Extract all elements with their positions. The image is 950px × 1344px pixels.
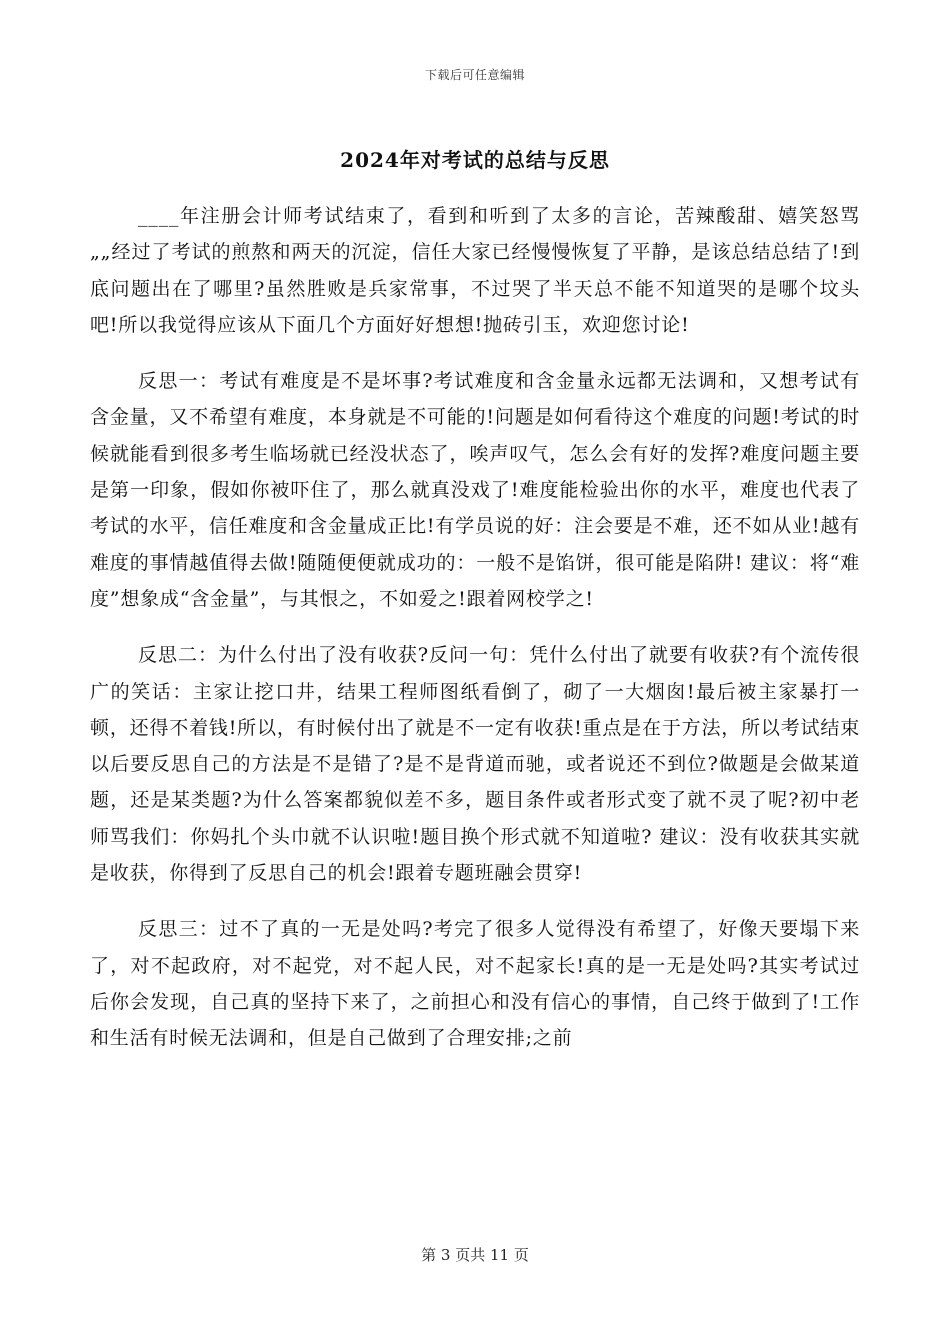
- paragraph-intro: ____年注册会计师考试结束了，看到和听到了太多的言论，苦辣酸甜、嬉笑怒骂„„经过了考试的煎熬和两天的沉淀，信任大家已经慢慢恢复了平静，是该总结总结了!到底问题出在了哪里?虽然胜败是兵家常事，不过哭了半天总不能不知道哭的是哪个坟头吧!所以我觉得应该从下面几个方面好好想想!抛砖引玉，欢迎您讨论!: [90, 205, 860, 336]
- header-note: 下载后可任意编辑: [424, 68, 525, 82]
- paragraph-reflection-1: 反思一：考试有难度是不是坏事?考试难度和含金量永远都无法调和，又想考试有含金量，又不希望有难度，本身就是不可能的!问题是如何看待这个难度的问题!考试的时候就能看到很多考生临场就已经没状态了，唉声叹气，怎么会有好的发挥?难度问题主要是第一印象，假如你被吓住了，那么就真没戏了!难度能检验出你的水平，难度也代表了考试的水平，信任难度和含金量成正比!有学员说的好：注会要是不难，还不如从业!越有难度的事情越值得去做!随随便便就成功的：一般不是馅饼，很可能是陷阱! 建议：将“难度”想象成“含金量”，与其恨之，不如爱之!跟着网校学之!: [90, 370, 860, 610]
- paragraph-reflection-3: 反思三：过不了真的一无是处吗?考完了很多人觉得没有希望了，好像天要塌下来了，对不起政府，对不起党，对不起人民，对不起家长!真的是一无是处吗?其实考试过后你会发现，自己真的坚持下来了，之前担心和没有信心的事情，自己终于做到了!工作和生活有时候无法调和，但是自己做到了合理安排;之前: [90, 918, 860, 1050]
- page-number: 第 3 页共 11 页: [421, 1246, 529, 1264]
- paragraph-reflection-2: 反思二：为什么付出了没有收获?反问一句：凭什么付出了就要有收获?有个流传很广的笑话：主家让挖口井，结果工程师图纸看倒了，砌了一大烟囱!最后被主家暴打一顿，还得不着钱!所以，有时候付出了就是不一定有收获!重点是在于方法，所以考试结束以后要反思自己的方法是不是错了?是不是背道而驰，或者说还不到位?做题是会做某道题，还是某类题?为什么答案都貌似差不多，题目条件或者形式变了就不灵了呢?初中老师骂我们：你妈扎个头巾就不认识啦!题目换个形式就不知道啦? 建议：没有收获其实就是收获，你得到了反思自己的机会!跟着专题班融会贯穿!: [90, 644, 860, 885]
- document-body: [90, 198, 860, 1077]
- document-title: 2024年对考试的总结与反思: [340, 148, 610, 172]
